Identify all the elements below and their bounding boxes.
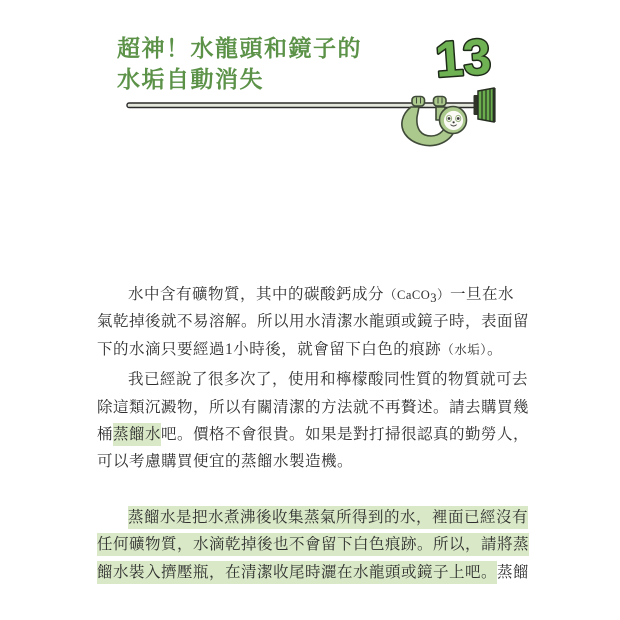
sloth-right-paw — [434, 97, 447, 107]
sloth-nose — [453, 121, 455, 123]
chapter-title-line1: 超神！水龍頭和鏡子的 — [117, 35, 362, 61]
text-line — [97, 336, 504, 363]
text-segment: 一旦在水 — [450, 286, 515, 303]
text-line — [97, 504, 529, 531]
sloth-broom-illustration — [110, 84, 505, 152]
text-segment: 3 — [430, 291, 438, 305]
chapter-title-line2: 水垢自動消失 — [117, 66, 264, 92]
text-segment: （水垢） — [441, 342, 488, 357]
broom-edge — [493, 88, 496, 122]
sloth-eye-left — [448, 117, 451, 120]
text-line — [97, 448, 495, 475]
text-segment: 氣乾掉後就不易溶解。所以用水清潔水龍頭或鏡子時，表面留 — [97, 313, 530, 331]
chapter-number — [423, 22, 507, 92]
highlighted-text: 蒸餾水 — [113, 425, 162, 443]
text-line — [97, 281, 515, 308]
highlighted-text: 餾水裝入擠壓瓶，在清潔收尾時灑在水龍頭或鏡子上吧。 — [97, 563, 498, 581]
text-segment: 下的水滴只要經過1小時後，就會留下白色的痕跡 — [97, 340, 442, 358]
chapter-number-text: 13 — [433, 28, 493, 89]
text-line — [97, 366, 529, 393]
text-segment: 除這類沉澱物，所以有關清潔的方法就不再贅述。請去購買幾 — [97, 398, 530, 416]
text-line — [97, 394, 530, 421]
text-segment: 我已經說了很多次了，使用和檸檬酸同性質的物質就可去 — [128, 371, 529, 389]
text-segment: 蒸餾 — [497, 563, 530, 581]
text-line — [97, 421, 530, 448]
text-segment: 。 — [487, 340, 504, 358]
text-line — [97, 559, 530, 586]
text-segment: 吧。價格不會很貴。如果是對打掃很認真的勤勞人， — [161, 425, 530, 443]
highlighted-text: 蒸餾水是把水煮沸後收集蒸氣所得到的水，裡面已經沒有 — [128, 508, 529, 526]
text-segment: 可以考慮購買便宜的蒸餾水製造機。 — [97, 453, 354, 471]
paragraph-3 — [97, 504, 530, 586]
text-segment: 水中含有礦物質，其中的碳酸鈣成分 — [128, 286, 385, 303]
text-segment: （CaCO — [384, 288, 431, 302]
text-segment: 桶 — [97, 425, 114, 443]
sloth-left-paw — [412, 97, 425, 107]
paragraph-2 — [97, 366, 530, 476]
sloth-eye-right — [457, 117, 460, 120]
highlighted-text: 任何礦物質，水滴乾掉後也不會留下白色痕跡。所以，請將蒸 — [97, 536, 530, 554]
body-text — [97, 281, 530, 586]
paragraph-1 — [97, 281, 530, 363]
sloth-face — [444, 111, 463, 130]
text-line — [97, 531, 530, 558]
text-line — [97, 308, 530, 335]
text-segment: ） — [437, 288, 451, 302]
